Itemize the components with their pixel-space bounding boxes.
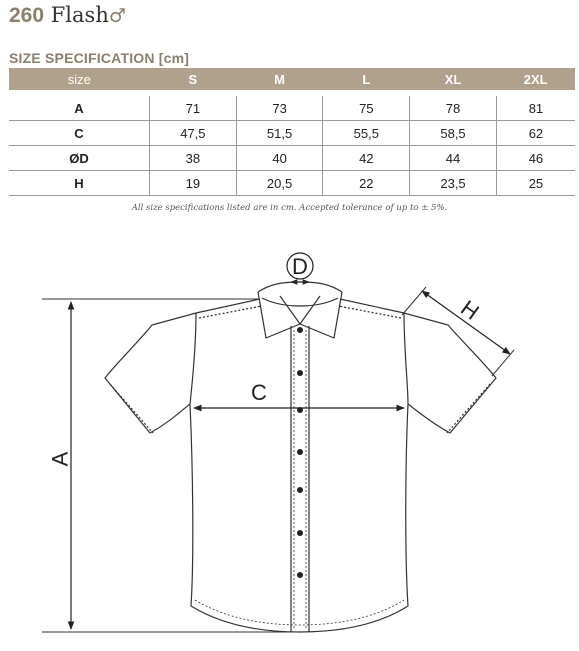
size-header-label: size [9,68,150,93]
dimension-c-label: C [251,380,267,405]
size-row-label: C [9,121,150,146]
shirt-buttons [297,327,303,578]
size-row-label: A [9,93,150,121]
size-value-cell: 47,5 [150,121,237,146]
dimension-h-label: H [456,295,484,325]
size-value-cell: 25 [496,171,575,196]
size-value-cell: 46 [496,146,575,171]
size-value-cell: 23,5 [410,171,497,196]
size-header-cell: L [323,68,410,93]
size-value-cell: 81 [496,93,575,121]
size-header-cell: XL [410,68,497,93]
dimension-d-label: D [292,254,308,279]
size-value-cell: 38 [150,146,237,171]
size-header-cell: S [150,68,237,93]
size-value-cell: 44 [410,146,497,171]
size-value-cell: 40 [236,146,323,171]
model-name: Flash [50,3,109,27]
size-value-cell: 75 [323,93,410,121]
size-value-cell: 55,5 [323,121,410,146]
size-value-cell: 78 [410,93,497,121]
size-value-cell: 58,5 [410,121,497,146]
dimension-d [287,253,313,282]
size-value-cell: 62 [496,121,575,146]
size-value-cell: 42 [323,146,410,171]
size-value-cell: 51,5 [236,121,323,146]
size-row-label: ØD [9,146,150,171]
model-number: 260 [9,4,45,27]
size-value-cell: 22 [323,171,410,196]
size-value-cell: 20,5 [236,171,323,196]
dimension-c [194,380,404,408]
dimension-h [402,287,514,376]
size-value-cell: 71 [150,93,237,121]
tolerance-footnote: All size specifications listed are in cm. Accepted tolerance of up to ± 5%. [131,203,448,213]
size-header-cell: 2XL [496,68,575,93]
size-value-cell: 73 [236,93,323,121]
size-specification-heading: SIZE SPECIFICATION [cm] [9,50,190,66]
size-row-label: H [9,171,150,196]
shirt-outline [105,282,496,632]
size-header-cell: M [236,68,323,93]
dimension-a [42,299,300,632]
male-gender-icon: ♂ [108,5,126,27]
size-value-cell: 19 [150,171,237,196]
dimension-a-label: A [47,451,73,467]
